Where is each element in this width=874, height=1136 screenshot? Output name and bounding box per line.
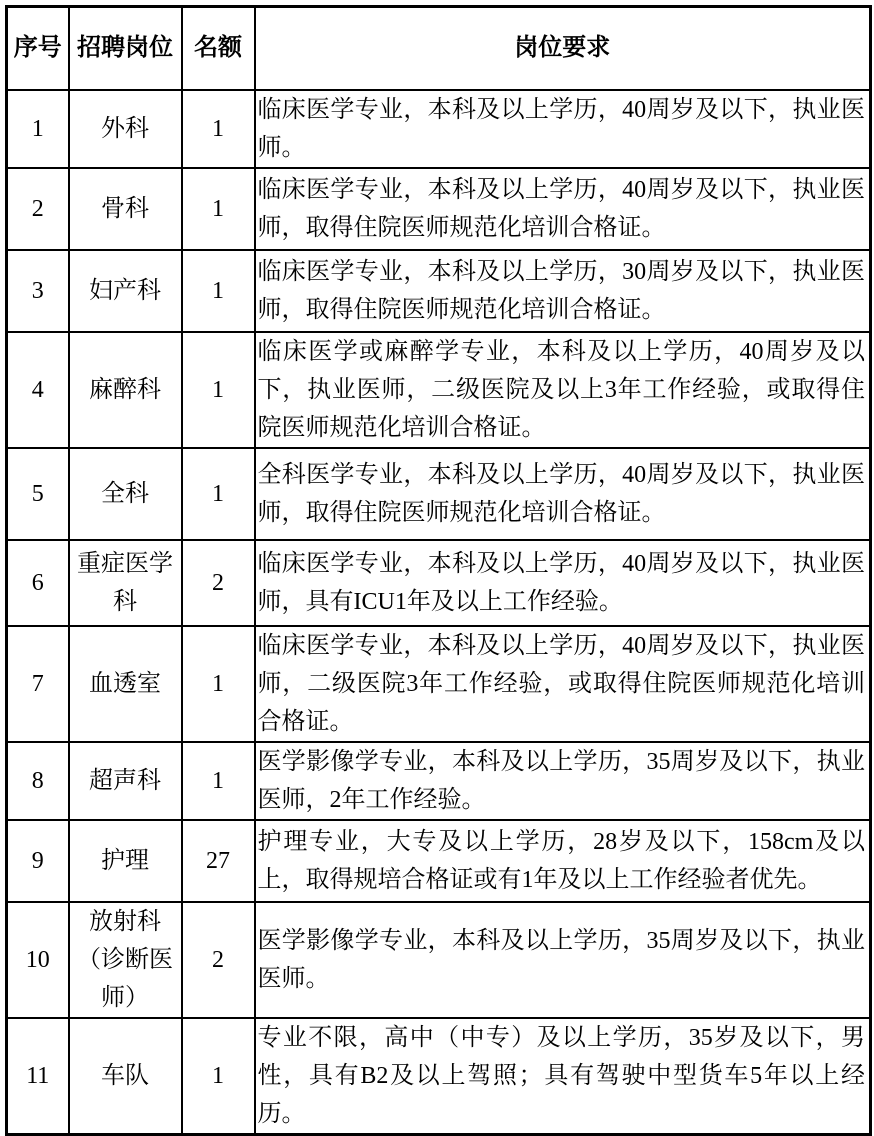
position-cell: 全科	[69, 448, 182, 540]
table-row	[7, 332, 871, 448]
row-number-cell: 5	[7, 448, 69, 540]
row-number-cell: 10	[7, 902, 69, 1018]
requirements-cell: 全科医学专业，本科及以上学历，40周岁及以下，执业医师，取得住院医师规范化培训合格证。	[255, 448, 871, 540]
row-number-cell: 9	[7, 820, 69, 902]
table-body	[7, 90, 871, 1135]
position-cell: 外科	[69, 90, 182, 168]
column-header-requirements: 岗位要求	[255, 7, 871, 90]
row-number-cell: 4	[7, 332, 69, 448]
quota-cell: 1	[182, 626, 255, 742]
quota-cell: 1	[182, 742, 255, 820]
requirements-cell: 临床医学专业，本科及以上学历，30周岁及以下，执业医师，取得住院医师规范化培训合格证。	[255, 250, 871, 332]
quota-cell: 1	[182, 168, 255, 250]
quota-cell: 1	[182, 448, 255, 540]
requirements-cell: 临床医学专业，本科及以上学历，40周岁及以下，执业医师，二级医院3年工作经验，或取得住院医师规范化培训合格证。	[255, 626, 871, 742]
requirements-cell: 专业不限，高中（中专）及以上学历，35岁及以下，男性，具有B2及以上驾照；具有驾驶中型货车5年以上经历。	[255, 1018, 871, 1135]
requirements-cell: 临床医学专业，本科及以上学历，40周岁及以下，执业医师。	[255, 90, 871, 168]
row-number-cell: 11	[7, 1018, 69, 1135]
quota-cell: 1	[182, 250, 255, 332]
recruitment-table	[5, 5, 872, 1136]
table-row	[7, 168, 871, 250]
table-row	[7, 250, 871, 332]
column-header-position: 招聘岗位	[69, 7, 182, 90]
table-row	[7, 902, 871, 1018]
requirements-cell: 护理专业，大专及以上学历，28岁及以下，158cm及以上，取得规培合格证或有1年及以上工作经验者优先。	[255, 820, 871, 902]
table-row	[7, 626, 871, 742]
table-row	[7, 540, 871, 626]
quota-cell: 27	[182, 820, 255, 902]
quota-cell: 2	[182, 902, 255, 1018]
table-row	[7, 448, 871, 540]
table-row	[7, 820, 871, 902]
requirements-cell: 临床医学专业，本科及以上学历，40周岁及以下，执业医师，取得住院医师规范化培训合格证。	[255, 168, 871, 250]
position-cell: 血透室	[69, 626, 182, 742]
position-cell: 骨科	[69, 168, 182, 250]
table-row	[7, 1018, 871, 1135]
quota-cell: 1	[182, 1018, 255, 1135]
position-cell: 放射科（诊断医师）	[69, 902, 182, 1018]
quota-cell: 1	[182, 90, 255, 168]
quota-cell: 1	[182, 332, 255, 448]
table-row	[7, 90, 871, 168]
row-number-cell: 6	[7, 540, 69, 626]
table-row	[7, 742, 871, 820]
quota-cell: 2	[182, 540, 255, 626]
requirements-cell: 临床医学或麻醉学专业，本科及以上学历，40周岁及以下，执业医师，二级医院及以上3年工作经验，或取得住院医师规范化培训合格证。	[255, 332, 871, 448]
column-header-quota: 名额	[182, 7, 255, 90]
position-cell: 车队	[69, 1018, 182, 1135]
position-cell: 超声科	[69, 742, 182, 820]
row-number-cell: 7	[7, 626, 69, 742]
position-cell: 护理	[69, 820, 182, 902]
header-row	[7, 7, 871, 90]
row-number-cell: 8	[7, 742, 69, 820]
requirements-cell: 医学影像学专业，本科及以上学历，35周岁及以下，执业医师。	[255, 902, 871, 1018]
row-number-cell: 3	[7, 250, 69, 332]
requirements-cell: 医学影像学专业，本科及以上学历，35周岁及以下，执业医师，2年工作经验。	[255, 742, 871, 820]
column-header-no: 序号	[7, 7, 69, 90]
row-number-cell: 2	[7, 168, 69, 250]
position-cell: 妇产科	[69, 250, 182, 332]
position-cell: 麻醉科	[69, 332, 182, 448]
position-cell: 重症医学科	[69, 540, 182, 626]
requirements-cell: 临床医学专业，本科及以上学历，40周岁及以下，执业医师，具有ICU1年及以上工作经验。	[255, 540, 871, 626]
row-number-cell: 1	[7, 90, 69, 168]
